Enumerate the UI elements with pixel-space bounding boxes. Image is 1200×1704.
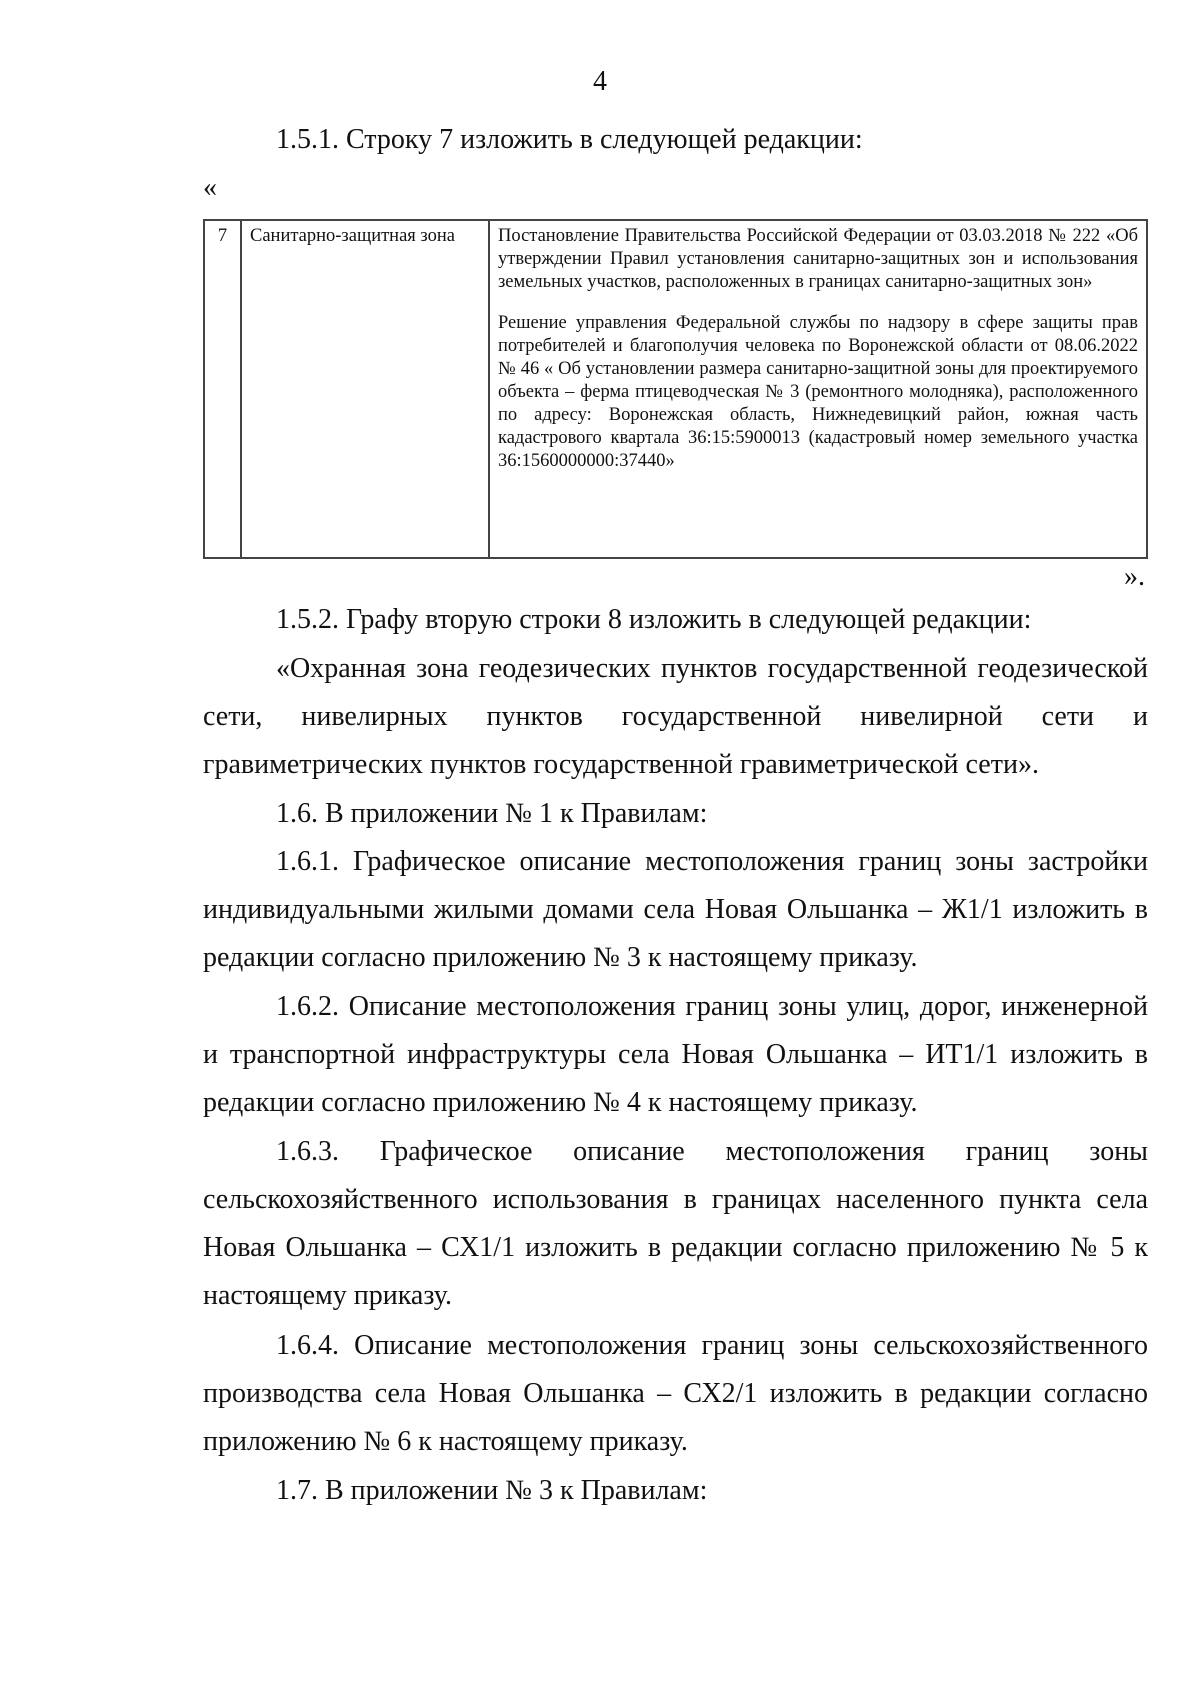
paragraph-1-6-1: 1.6.1. Графическое описание местоположения границ зоны застройки индивидуальными жилыми домами села Новая Ольшанка – Ж1/1 изложить в редакции согласно приложению № 3 к настоящему приказу.: [203, 846, 1148, 973]
paragraph-1-6: 1.6. В приложении № 1 к Правилам:: [276, 798, 708, 829]
paragraph-1-5-2: 1.5.2. Графу вторую строки 8 изложить в следующей редакции:: [276, 604, 1032, 635]
paragraph-1-6-3: 1.6.3. Графическое описание местоположения границ зоны сельскохозяйственного использования в границах населенного пункта села Новая Ольшанка – СХ1/1 изложить в редакции согласно приложению № 5 к настоящему приказу.: [203, 1136, 1148, 1311]
paragraph-1-6-2: 1.6.2. Описание местоположения границ зоны улиц, дорог, инженерной и транспортной инфраструктуры села Новая Ольшанка – ИТ1/1 изложить в редакции согласно приложению № 4 к настоящему приказу.: [203, 991, 1148, 1118]
page-number: 4: [593, 66, 607, 97]
paragraph-1-5-1: 1.5.1. Строку 7 изложить в следующей редакции:: [276, 124, 863, 155]
zone-name-cell: Санитарно-защитная зона: [241, 220, 489, 558]
table-row: [204, 220, 1147, 558]
paragraph-1-6-4: 1.6.4. Описание местоположения границ зоны сельскохозяйственного производства села Новая Ольшанка – СХ2/1 изложить в редакции согласно приложению № 6 к настоящему приказу.: [203, 1330, 1148, 1457]
paragraph-1-7: 1.7. В приложении № 3 к Правилам:: [276, 1475, 708, 1506]
legal-basis-decree: Постановление Правительства Российской Федерации от 03.03.2018 № 222 «Об утверждении Правил установления санитарно-защитных зон и использования земельных участков, расположенных в границах санитарно-защитных зон»: [498, 226, 1138, 292]
legal-basis-decision: Решение управления Федеральной службы по надзору в сфере защиты прав потребителей и благополучия человека по Воронежской области от 08.06.2022 № 46 « Об установлении размера санитарно-защитной зоны для проектируемого объекта – ферма птицеводческая № 3 (ремонтного молодняка), расположенного по адресу: Воронежская область, Нижнедевицкий район, южная часть кадастрового квартала 36:15:5900013 (кадастровый номер земельного участка 36:1560000000:37440»: [498, 313, 1138, 471]
row-number-cell: 7: [204, 220, 241, 558]
paragraph-1-5-2-text: «Охранная зона геодезических пунктов государственной геодезической сети, нивелирных пунктов государственной нивелирной сети и гравиметрических пунктов государственной гравиметрической сети».: [203, 653, 1148, 780]
amendment-table: [203, 219, 1148, 559]
legal-basis-cell: [489, 220, 1147, 558]
open-quote: «: [203, 172, 217, 203]
close-quote: ».: [1124, 561, 1145, 592]
